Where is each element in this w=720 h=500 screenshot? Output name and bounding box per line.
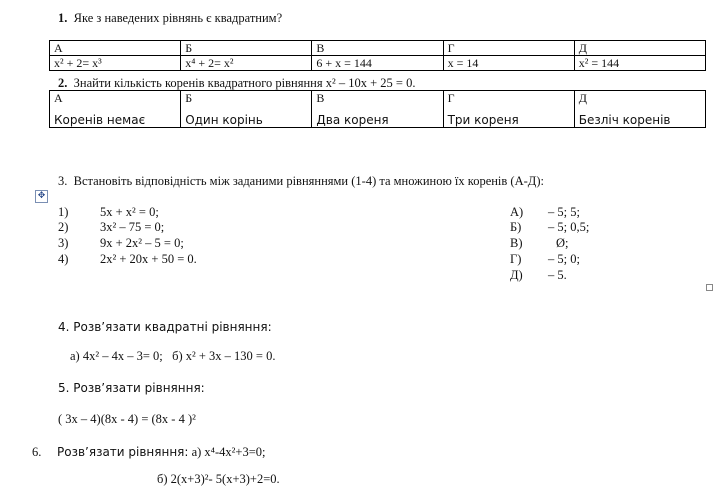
answer-a-label: А) [510, 205, 524, 219]
question-1 [58, 11, 282, 25]
move-handle-icon[interactable]: ✥ [35, 190, 48, 203]
answer-c-label: В) [510, 236, 523, 250]
question-4-text: 4. Розв’язати квадратні рівняння: [58, 320, 272, 334]
t2-cell-e: Безліч коренів [574, 111, 705, 128]
question-2 [58, 76, 415, 90]
question-6-part-a: а) x⁴-4x²+3=0; [191, 445, 266, 459]
question-6-text: Розв’язати рівняння: [57, 445, 189, 459]
t1-header-d: Г [443, 41, 574, 56]
question-4-part-b: б) x² + 3x – 130 = 0. [172, 349, 276, 363]
question-3-text: Встановіть відповідність між заданими рівняннями (1-4) та множиною їх коренів (А-Д): [73, 174, 544, 188]
equation-4-number: 4) [58, 252, 69, 266]
question-2-options-table [49, 90, 706, 128]
answer-e-label: Д) [510, 268, 523, 282]
question-3-number: 3. [58, 174, 68, 188]
equation-1: 5x + x² = 0; [100, 205, 159, 219]
t2-header-b: Б [181, 91, 312, 112]
t1-cell-e: x² = 144 [574, 56, 705, 71]
answer-e-value: – 5. [548, 268, 567, 282]
question-1-number: 1. [58, 11, 68, 25]
question-1-options-table [49, 40, 706, 71]
t2-cell-d: Три кореня [443, 111, 574, 128]
equation-3: 9x + 2x² – 5 = 0; [100, 236, 184, 250]
answer-b-label: Б) [510, 220, 522, 234]
answer-b-value: – 5; 0,5; [548, 220, 590, 234]
question-2-number: 2. [58, 76, 68, 90]
t1-cell-b: x⁴ + 2= x² [181, 56, 312, 71]
t2-cell-c: Два кореня [312, 111, 443, 128]
t1-header-a: А [50, 41, 181, 56]
question-1-text: Яке з наведених рівнянь є квадратним? [73, 11, 283, 25]
question-5-text: 5. Розв’язати рівняння: [58, 381, 205, 395]
t1-cell-c: 6 + x = 144 [312, 56, 443, 71]
answer-d-label: Г) [510, 252, 522, 266]
equation-3-number: 3) [58, 236, 69, 250]
t2-cell-b: Один корінь [181, 111, 312, 128]
question-3 [58, 174, 544, 188]
t2-header-a: А [50, 91, 181, 112]
question-4-part-a: а) 4x² – 4x – 3= 0; [70, 349, 163, 363]
t1-header-e: Д [574, 41, 705, 56]
answer-a-value: – 5; 5; [548, 205, 580, 219]
answer-c-value: Ø; [556, 236, 569, 250]
t1-header-c: В [312, 41, 443, 56]
question-6-part-b: б) 2(x+3)²- 5(x+3)+2=0. [157, 472, 280, 486]
t2-header-d: Г [443, 91, 574, 112]
paragraph-marker-icon [706, 284, 713, 291]
t1-cell-d: x = 14 [443, 56, 574, 71]
answer-d-value: – 5; 0; [548, 252, 580, 266]
t2-header-c: В [312, 91, 443, 112]
equation-2-number: 2) [58, 220, 69, 234]
t1-cell-a: x² + 2= x³ [50, 56, 181, 71]
equation-2: 3x² – 75 = 0; [100, 220, 165, 234]
question-5-equation: ( 3x – 4)(8x - 4) = (8x - 4 )² [58, 412, 196, 426]
question-6-number: 6. [32, 445, 42, 459]
t2-cell-a: Коренів немає [50, 111, 181, 128]
question-4-equations [70, 349, 275, 363]
question-2-text: Знайти кількість коренів квадратного рівняння x² – 10x + 25 = 0. [73, 76, 416, 90]
t1-header-b: Б [181, 41, 312, 56]
equation-1-number: 1) [58, 205, 69, 219]
question-6 [32, 445, 266, 459]
equation-4: 2x² + 20x + 50 = 0. [100, 252, 197, 266]
t2-header-e: Д [574, 91, 705, 112]
